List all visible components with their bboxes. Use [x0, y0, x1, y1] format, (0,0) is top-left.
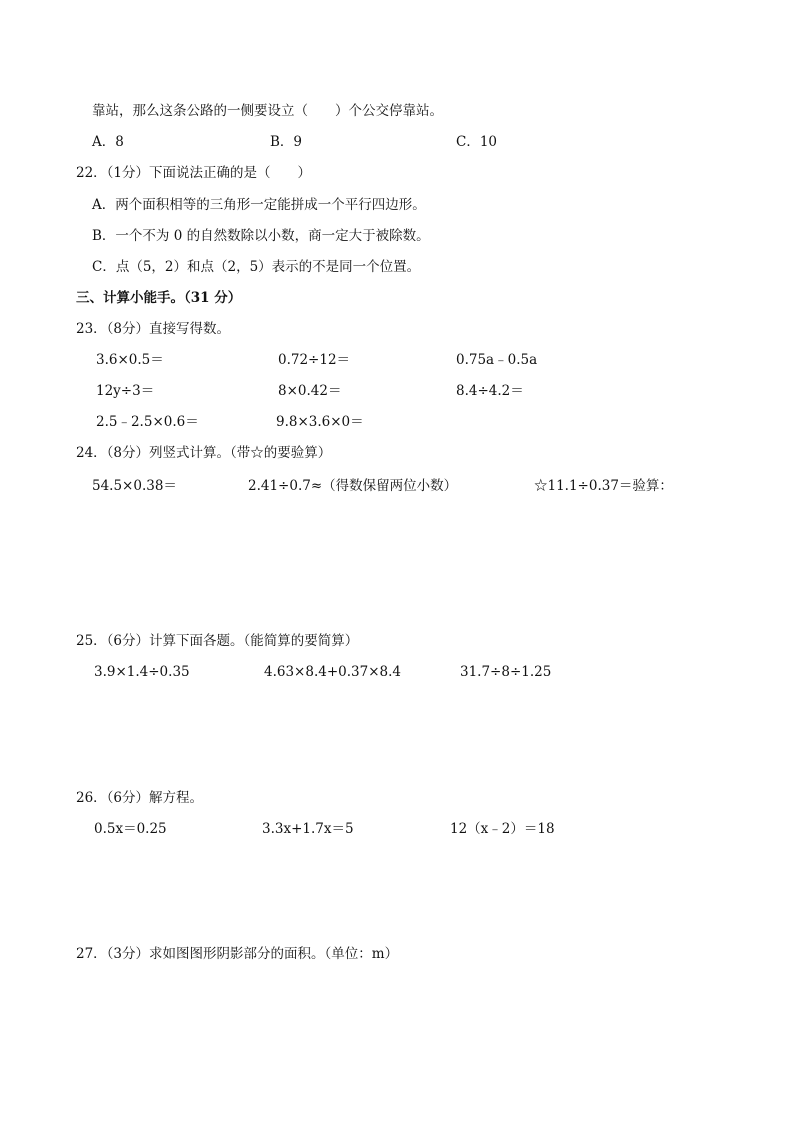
q25-item: 31.7÷8÷1.25: [460, 664, 552, 680]
q22-option-a: A．两个面积相等的三角形一定能拼成一个平行四边形。: [92, 197, 426, 213]
q23-stem: 23．（8分）直接写得数。: [76, 321, 231, 337]
q22-stem: 22．（1分）下面说法正确的是（ ）: [76, 165, 312, 181]
q23-item: 0.72÷12＝: [278, 352, 351, 368]
q24-item: 2.41÷0.7≈（得数保留两位小数）: [248, 478, 458, 494]
q24-item: 54.5×0.38＝: [92, 478, 177, 494]
q21-continuation: 靠站，那么这条公路的一侧要设立（ ）个公交停靠站。: [92, 103, 443, 119]
q24-stem: 24．（8分）列竖式计算。（带☆的要验算）: [76, 445, 332, 461]
q21-option-a: A．8: [92, 134, 124, 150]
q21-option-b: B．9: [270, 134, 303, 150]
q24-item: ☆11.1÷0.37＝验算：: [534, 478, 673, 494]
q23-item: 8.4÷4.2＝: [456, 383, 524, 399]
q26-item: 12（x﹣2）＝18: [450, 821, 555, 837]
q22-option-b: B．一个不为 0 的自然数除以小数，商一定大于被除数。: [92, 228, 430, 244]
q25-stem: 25．（6分）计算下面各题。（能简算的要简算）: [76, 633, 359, 649]
q21-option-c: C．10: [456, 134, 498, 150]
q23-item: 9.8×3.6×0＝: [276, 414, 364, 430]
q23-item: 2.5﹣2.5×0.6＝: [96, 414, 199, 430]
q26-stem: 26．（6分）解方程。: [76, 790, 204, 806]
q23-item: 8×0.42＝: [278, 383, 342, 399]
q26-item: 0.5x＝0.25: [94, 821, 167, 837]
q25-item: 3.9×1.4÷0.35: [94, 664, 190, 680]
q26-item: 3.3x+1.7x＝5: [262, 821, 354, 837]
section-3-title: 三、计算小能手。（31 分）: [76, 290, 242, 306]
q23-item: 3.6×0.5＝: [96, 352, 164, 368]
q27-stem: 27．（3分）求如图图形阴影部分的面积。（单位：m）: [76, 946, 399, 962]
q25-item: 4.63×8.4+0.37×8.4: [264, 664, 401, 680]
q23-item: 0.75a﹣0.5a: [456, 352, 538, 368]
q23-item: 12y÷3＝: [96, 383, 155, 399]
q22-option-c: C．点（5，2）和点（2，5）表示的不是同一个位置。: [92, 259, 421, 275]
